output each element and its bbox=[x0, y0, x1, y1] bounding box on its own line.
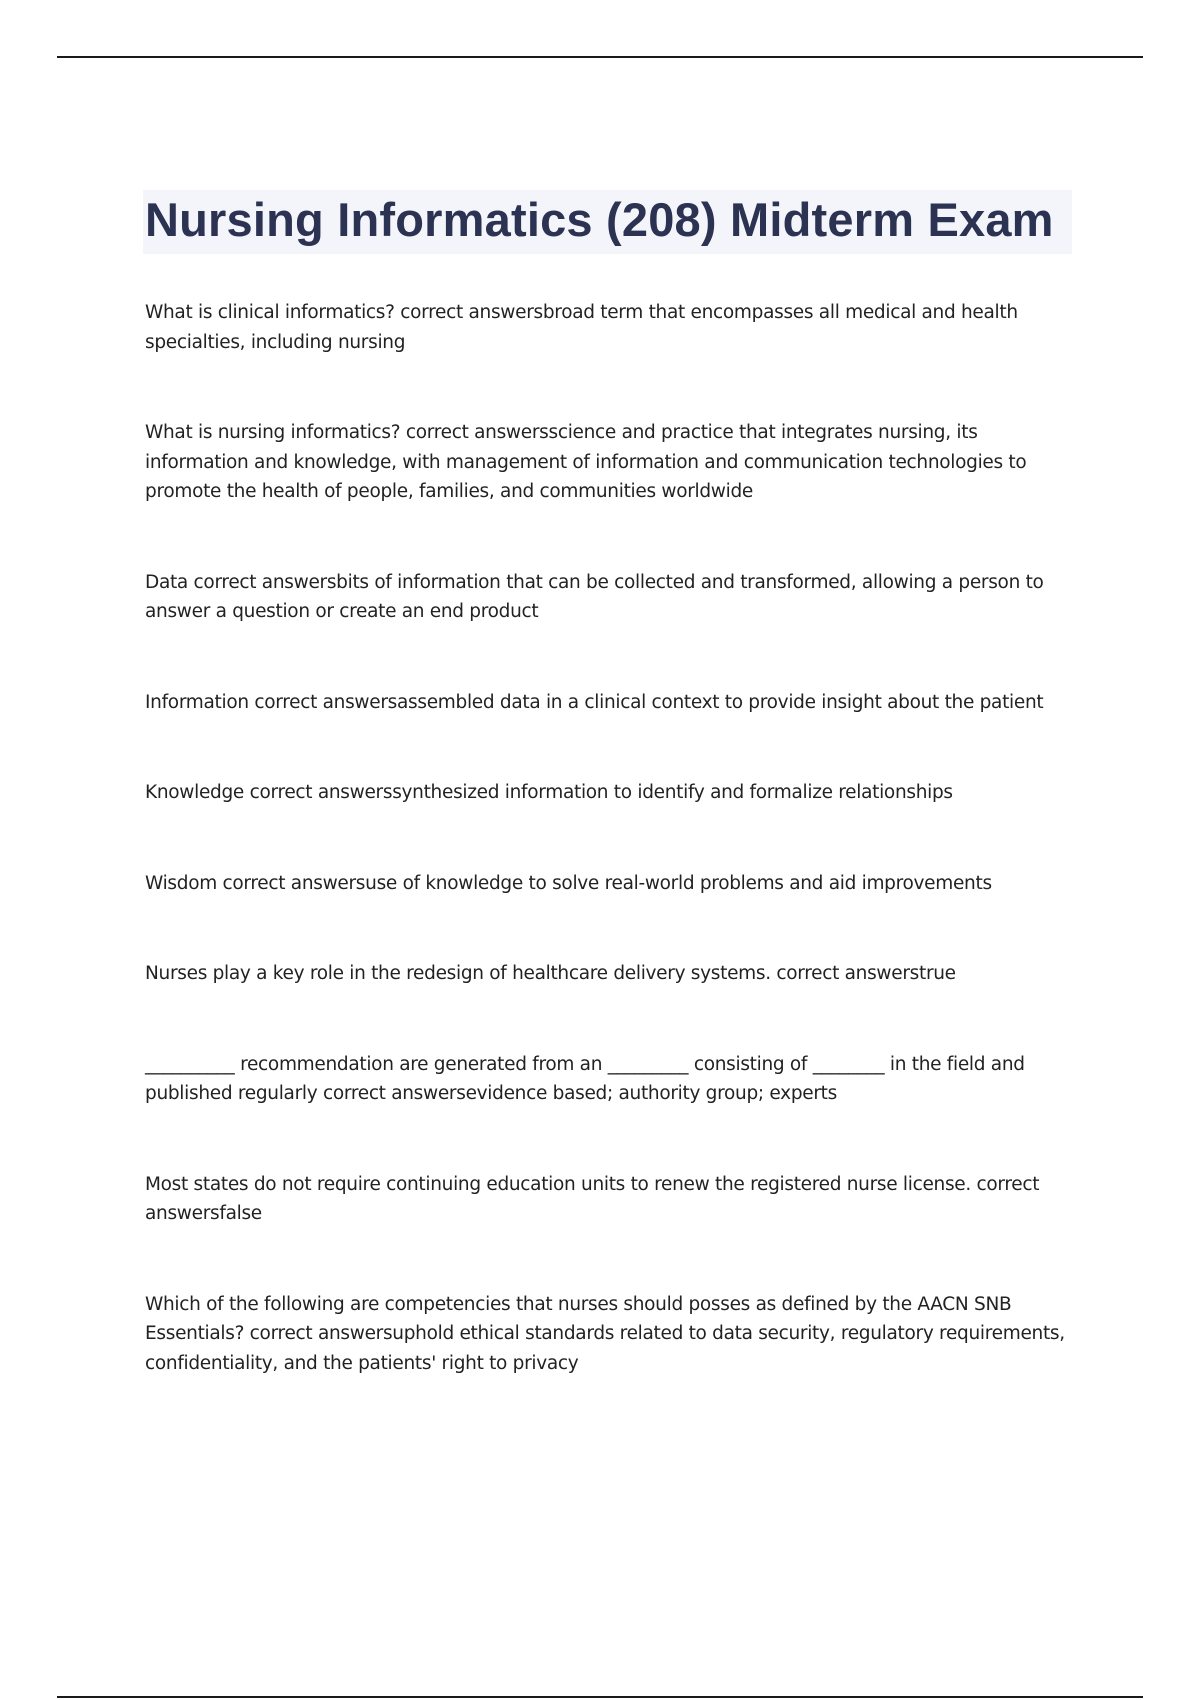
qa-item-nurses-redesign: Nurses play a key role in the redesign of healthcare delivery systems. correct answerstrue bbox=[145, 963, 956, 984]
qa-list bbox=[145, 298, 1085, 1378]
document-body bbox=[145, 190, 1085, 1439]
qa-item-continuing-education: Most states do not require continuing education units to renew the registered nurse license. correct answersfalse bbox=[145, 1173, 1040, 1224]
qa-item-aacn-competencies: Which of the following are competencies that nurses should posses as defined by the AACN SNB Essentials? correct answersuphold ethical standards related to data security, regulatory requirements, confidentiality, and the patients' right to privacy bbox=[145, 1293, 1065, 1374]
qa-item-wisdom: Wisdom correct answersuse of knowledge to solve real-world problems and aid improvements bbox=[145, 872, 992, 894]
top-rule bbox=[57, 56, 1143, 58]
qa-item-information: Information correct answersassembled data in a clinical context to provide insight about the patient bbox=[145, 691, 1044, 713]
document-title: Nursing Informatics (208) Midterm Exam bbox=[145, 193, 1054, 246]
title-highlight bbox=[143, 190, 1072, 254]
qa-item-data: Data correct answersbits of information that can be collected and transformed, allowing a person to answer a question or create an end product bbox=[145, 571, 1044, 622]
qa-item-recommendation-blanks: __________ recommendation are generated from an _________ consisting of ________ in the field and published regularly correct answersevidence based; authority group; experts bbox=[145, 1053, 1025, 1104]
qa-item-nursing-informatics: What is nursing informatics? correct answersscience and practice that integrates nursing, its information and knowledge, with management of information and communication technologies to promote the health of people, families, and communities worldwide bbox=[145, 422, 1027, 502]
qa-item-clinical-informatics: What is clinical informatics? correct answersbroad term that encompasses all medical and health specialties, including nursing bbox=[145, 302, 1018, 353]
bottom-rule bbox=[57, 1696, 1143, 1698]
qa-item-knowledge: Knowledge correct answerssynthesized information to identify and formalize relationships bbox=[145, 782, 953, 803]
